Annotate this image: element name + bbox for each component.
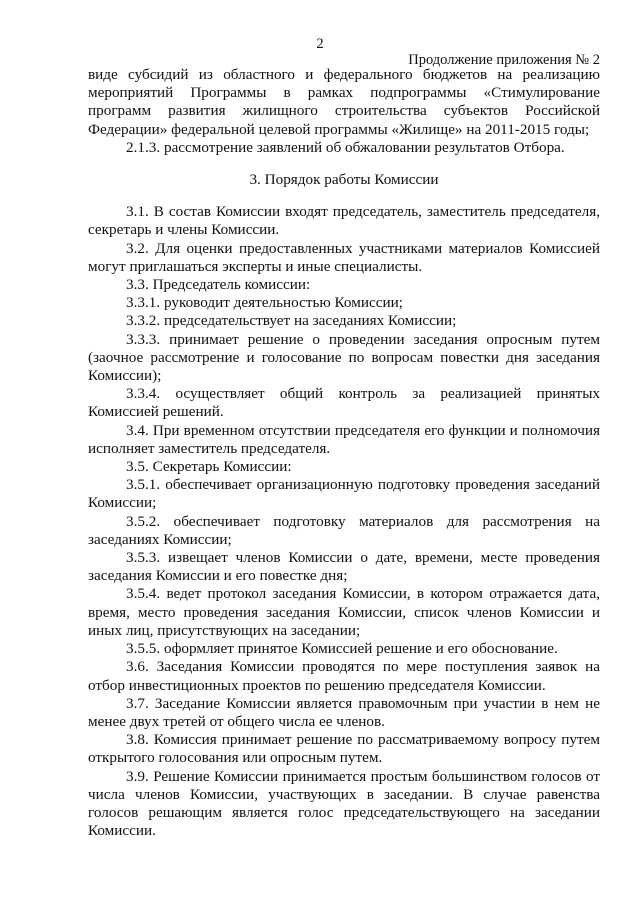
paragraph-3-5-5: 3.5.5. оформляет принятое Комиссией решение и его обоснование. bbox=[126, 640, 558, 658]
paragraph-3-9: 3.9. Решение Комиссии принимается простым большинством голосов от числа членов Комиссии, участвующих в заседании. В случае равенства голосов решающим является голос председательствующего на заседании Комиссии. bbox=[88, 767, 600, 840]
paragraph-3-5-1: 3.5.1. обеспечивает организационную подготовку проведения заседаний Комиссии; bbox=[88, 476, 600, 512]
paragraph-3-3: 3.3. Председатель комиссии: bbox=[126, 276, 311, 294]
paragraph-3-7: 3.7. Заседание Комиссии является правомочным при участии в нем не менее двух третей от общего числа ее членов. bbox=[88, 694, 600, 730]
intro-continuation: виде субсидий из областного и федерального бюджетов на реализацию мероприятий Программы в рамках подпрограммы «Стимулирование программ развития жилищного строительства субъектов Российской Федерации» федеральной целевой программы «Жилище» на 2011-2015 годы; bbox=[88, 66, 600, 138]
paragraph-3-2: 3.2. Для оценки предоставленных участниками материалов Комиссией могут приглашаться эксперты и иные специалисты. bbox=[88, 239, 600, 275]
paragraph-3-3-4: 3.3.4. осуществляет общий контроль за реализацией принятых Комиссией решений. bbox=[88, 385, 600, 421]
paragraph-3-5-4: 3.5.4. ведет протокол заседания Комиссии, в котором отражается дата, время, место проведения заседания Комиссии, список членов Комиссии и иных лиц, присутствующих на заседании; bbox=[88, 585, 600, 639]
paragraph-3-1: 3.1. В состав Комиссии входят председатель, заместитель председателя, секретарь и члены Комиссии. bbox=[88, 203, 600, 239]
paragraph-3-5-3: 3.5.3. извещает членов Комиссии о дате, времени, месте проведения заседания Комиссии и его повестке дня; bbox=[88, 549, 600, 585]
paragraph-3-5: 3.5. Секретарь Комиссии: bbox=[126, 458, 292, 476]
paragraph-3-5-2: 3.5.2. обеспечивает подготовку материалов для рассмотрения на заседаниях Комиссии; bbox=[88, 512, 600, 548]
paragraph-3-3-2: 3.3.2. председательствует на заседаниях Комиссии; bbox=[126, 312, 457, 330]
page-number: 2 bbox=[316, 36, 324, 52]
section-heading: 3. Порядок работы Комиссии bbox=[249, 171, 439, 189]
item-2-1-3: 2.1.3. рассмотрение заявлений об обжаловании результатов Отбора. bbox=[126, 138, 565, 156]
document-body bbox=[88, 66, 600, 840]
appendix-note: Продолжение приложения № 2 bbox=[408, 52, 600, 68]
paragraph-3-6: 3.6. Заседания Комиссии проводятся по мере поступления заявок на отбор инвестиционных проектов по решению председателя Комиссии. bbox=[88, 658, 600, 694]
paragraph-3-4: 3.4. При временном отсутствии председателя его функции и полномочия исполняет заместитель председателя. bbox=[88, 421, 600, 457]
paragraph-3-8: 3.8. Комиссия принимает решение по рассматриваемому вопросу путем открытого голосования или опросным путем. bbox=[88, 731, 600, 767]
paragraph-3-3-3: 3.3.3. принимает решение о проведении заседания опросным путем (заочное рассмотрение и голосование по вопросам повестки дня заседания Комиссии); bbox=[88, 330, 600, 385]
paragraph-3-3-1: 3.3.1. руководит деятельностью Комиссии; bbox=[126, 294, 403, 312]
